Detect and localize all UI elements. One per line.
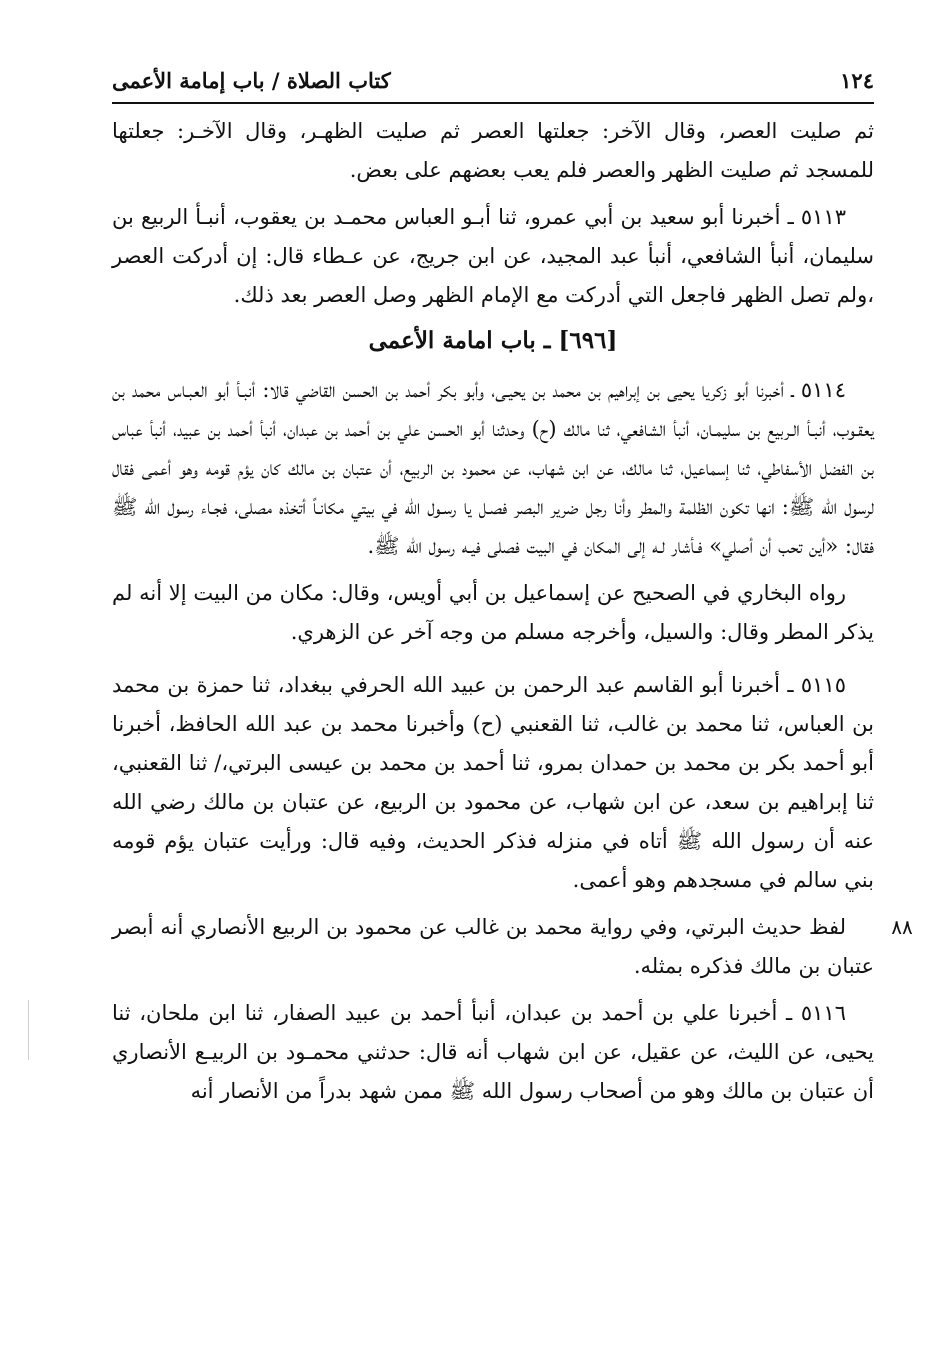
running-title: كتاب الصلاة / باب إمامة الأعمى xyxy=(112,67,391,93)
section-heading: [٦٩٦] ـ باب امامة الأعمى xyxy=(368,327,618,354)
page-header xyxy=(112,58,874,104)
hadith-5113: ٥١١٣ ـ أخبرنا أبو سعيد بن أبي عمرو، ثنا أبـو العباس محمـد بن يعقوب، أنبـأ الربيع بن سليمان، أنبأ الشافعي، أنبأ عبد المجيد، عن ابن جريج، عن عـطاء قال: إن أدركت العصر ،ولم تصل الظهر فاجعل التي أدركت مع الإمام الظهر وصل العصر بعد ذلك. xyxy=(112,205,874,307)
page-number: ١٢٤ xyxy=(840,67,874,93)
hadith-5116: ٥١١٦ ـ أخبرنا علي بن أحمد بن عبدان، أنبأ أحمد بن عبيد الصفار، ثنا ابن ملحان، ثنا يحيى، عن الليث، عن عقيل، عن ابن شهاب أنه قال: حدثني محمـود بن الربيـع الأنصاري أن عتبان بن مالك وهو من أصحاب رسول الله ﷺ ممن شهد بدراً من الأنصار أنه xyxy=(112,1001,874,1103)
hadith-5115: ٥١١٥ ـ أخبرنا أبو القاسم عبد الرحمن بن عبيد الله الحرفي ببغداد، ثنا حمزة بن محمد بن العباس، ثنا محمد بن غالب، ثنا القعنبي (ح) وأخبرنا محمد بن عبد الله الحافظ، أخبرنا أبو أحمد بكر بن محمد بن حمدان بمرو، ثنا أحمد بن محمد بن عيسى البرتي،/ ثنا القعنبي، ثنا إبراهيم بن سعد، عن ابن شهاب، عن محمود بن الربيع، عن عتبان بن مالك رضي الله عنه أن رسول الله ﷺ أتاه في منزله فذكر الحديث، وفيه قال: ورأيت عتبان يؤم قومه بني سالم في مسجدهم وهو أعمى. xyxy=(112,673,874,892)
commentary-bukhari: رواه البخاري في الصحيح عن إسماعيل بن أبي أويس، وقال: مكان من البيت إلا أنه لم يذكر المطر وقال: والسيل، وأخرجه مسلم من وجه آخر عن الزهري. xyxy=(112,581,874,644)
manuscript-folio-number: ٨٨ xyxy=(891,915,913,939)
scan-edge-mark xyxy=(28,1000,29,1060)
commentary-barti: لفظ حديث البرتي، وفي رواية محمد بن غالب عن محمود بن الربيع الأنصاري أنه أبصر عتبان بن مالك فذكره بمثله. xyxy=(112,915,874,978)
paragraph-continuation: ثم صليت العصر، وقال الآخر: جعلتها العصر ثم صليت الظهـر، وقال الآخـر: جعلتها للمسجد ثم صليت الظهر والعصر فلم يعب بعضهم على بعض. xyxy=(112,119,874,182)
hadith-5114: ٥١١٤ ـ أخبرنا أبو زكريا يحيى بن إبراهيم بن محمد بن يحيـى، وأبو بكر أحمد بن الحسن القاضي قالا: أنبـأ أبو العبـاس محمد بن يعقـوب، أنبـأ الـربيع بن سليمـان، أنبأ الشافعي، ثنا مالك (ح) وحدثنا أبو الحسن علي بن أحمد بن عبدان، أنبأ أحمد بن عبيد، أنبأ عباس بن الفضل الأسفاطي، ثنا إسماعيل، ثنا مالك، عن ابن شهاب، عن محمود بن الربيع، أن عتبان بن مالك كان يؤم قومه وهو أعمى فقال لرسول الله ﷺ: انها تكون الظلمة والمطر وأنا رجل ضرير البصر فصـل يا رسـول الله في بيتي مكانـاً أتخذه مصلى، فجـاء رسول الله ﷺ فقال: «أين تحب أن أصلي» فـأشار لـه إلى المكان في البيت فصلى فيـه رسول الله ﷺ. xyxy=(112,378,874,558)
page-body xyxy=(112,112,874,1362)
